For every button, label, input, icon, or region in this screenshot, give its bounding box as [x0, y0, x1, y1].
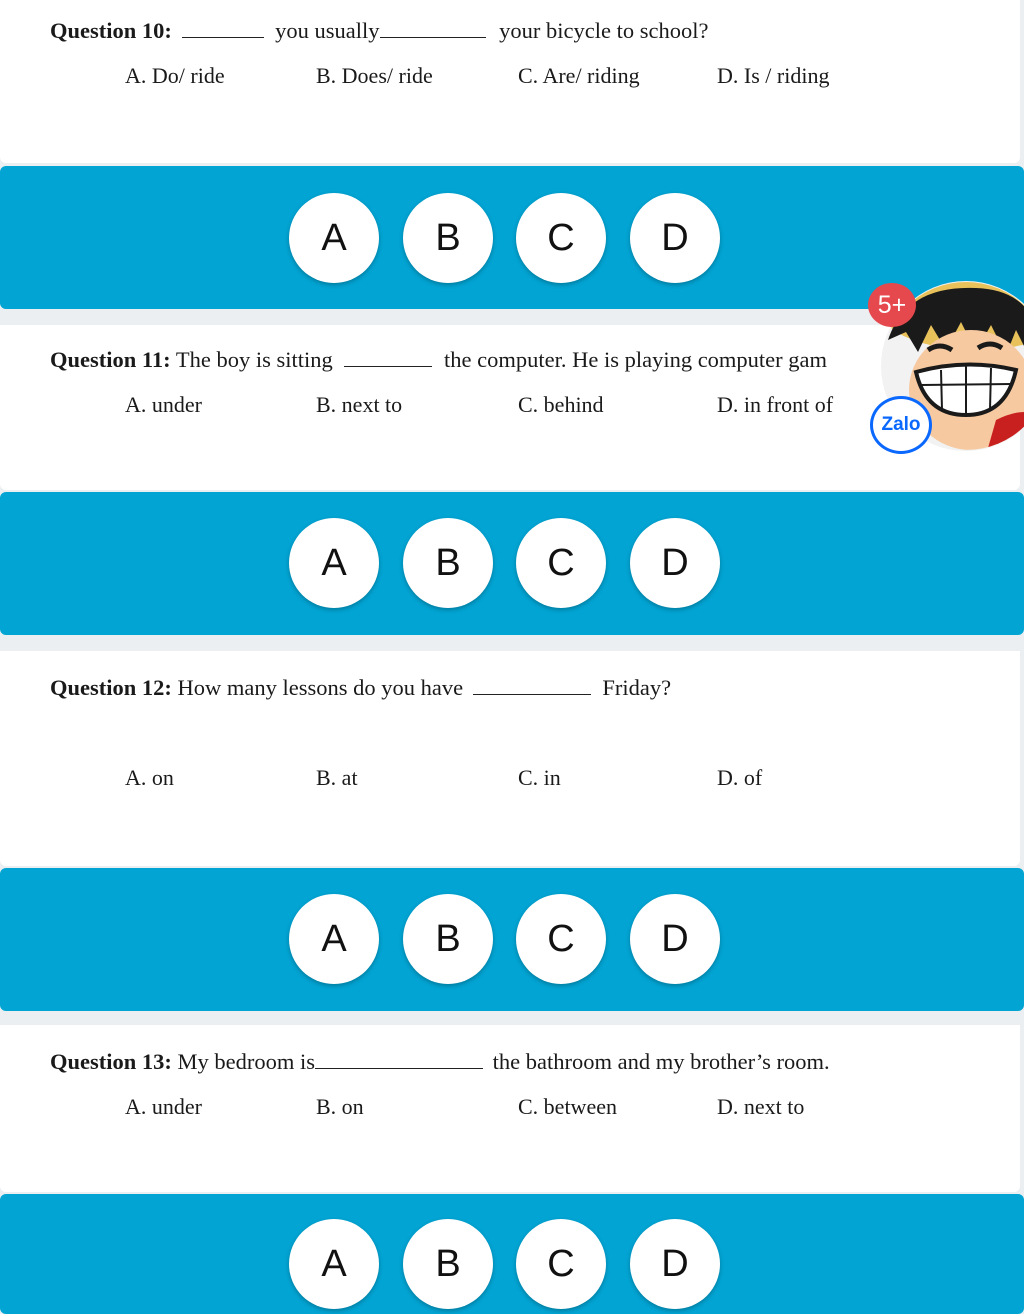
- answer-button-c[interactable]: C: [516, 518, 606, 608]
- answer-button-a[interactable]: A: [289, 894, 379, 984]
- answer-blank: [315, 1050, 483, 1069]
- answer-bar-12: [0, 868, 1024, 1011]
- option-b: B. next to: [316, 392, 403, 417]
- question-10-text: Question 10: you usually your bicycle to school?: [50, 18, 709, 43]
- question-11-text: Question 11: The boy is sitting the computer. He is playing computer gam: [50, 347, 828, 372]
- answer-button-b[interactable]: B: [403, 518, 493, 608]
- option-b: B. on: [316, 1094, 364, 1119]
- option-c: C. Are/ riding: [518, 63, 640, 88]
- answer-button-a[interactable]: A: [289, 193, 379, 283]
- answer-blank: [380, 19, 486, 38]
- question-label: Question 10:: [50, 18, 172, 43]
- question-card-13: [0, 1025, 1020, 1192]
- answer-button-a[interactable]: A: [289, 1219, 379, 1309]
- question-label: Question 11:: [50, 347, 171, 372]
- question-12-text: Question 12: How many lessons do you have Friday?: [50, 675, 672, 700]
- option-d: D. of: [717, 765, 763, 790]
- option-c: C. behind: [518, 392, 604, 417]
- answer-bar-13: [0, 1194, 1024, 1314]
- option-c: C. between: [518, 1094, 617, 1119]
- option-a: A. Do/ ride: [125, 63, 225, 88]
- answer-blank: [473, 676, 591, 695]
- answer-button-d[interactable]: D: [630, 518, 720, 608]
- answer-button-b[interactable]: B: [403, 1219, 493, 1309]
- answer-blank: [344, 348, 432, 367]
- answer-bar-11: [0, 492, 1024, 635]
- answer-blank: [182, 19, 264, 38]
- answer-button-c[interactable]: C: [516, 193, 606, 283]
- answer-button-d[interactable]: D: [630, 193, 720, 283]
- question-label: Question 13:: [50, 1049, 172, 1074]
- option-a: A. on: [125, 765, 174, 790]
- question-card-12: [0, 651, 1020, 866]
- answer-button-d[interactable]: D: [630, 894, 720, 984]
- option-d: D. in front of: [717, 392, 834, 417]
- option-d: D. Is / riding: [717, 63, 830, 88]
- answer-button-a[interactable]: A: [289, 518, 379, 608]
- question-label: Question 12:: [50, 675, 172, 700]
- option-a: A. under: [125, 1094, 202, 1119]
- answer-button-b[interactable]: B: [403, 894, 493, 984]
- question-card-10: [0, 0, 1020, 163]
- answer-button-c[interactable]: C: [516, 894, 606, 984]
- answer-button-d[interactable]: D: [630, 1219, 720, 1309]
- option-b: B. Does/ ride: [316, 63, 433, 88]
- answer-button-b[interactable]: B: [403, 193, 493, 283]
- zalo-app-icon[interactable]: Zalo: [870, 396, 932, 454]
- option-c: C. in: [518, 765, 561, 790]
- option-b: B. at: [316, 765, 358, 790]
- notification-badge: 5+: [868, 283, 916, 327]
- answer-button-c[interactable]: C: [516, 1219, 606, 1309]
- question-13-text: Question 13: My bedroom is the bathroom and my brother’s room.: [50, 1049, 830, 1074]
- option-d: D. next to: [717, 1094, 805, 1119]
- option-a: A. under: [125, 392, 202, 417]
